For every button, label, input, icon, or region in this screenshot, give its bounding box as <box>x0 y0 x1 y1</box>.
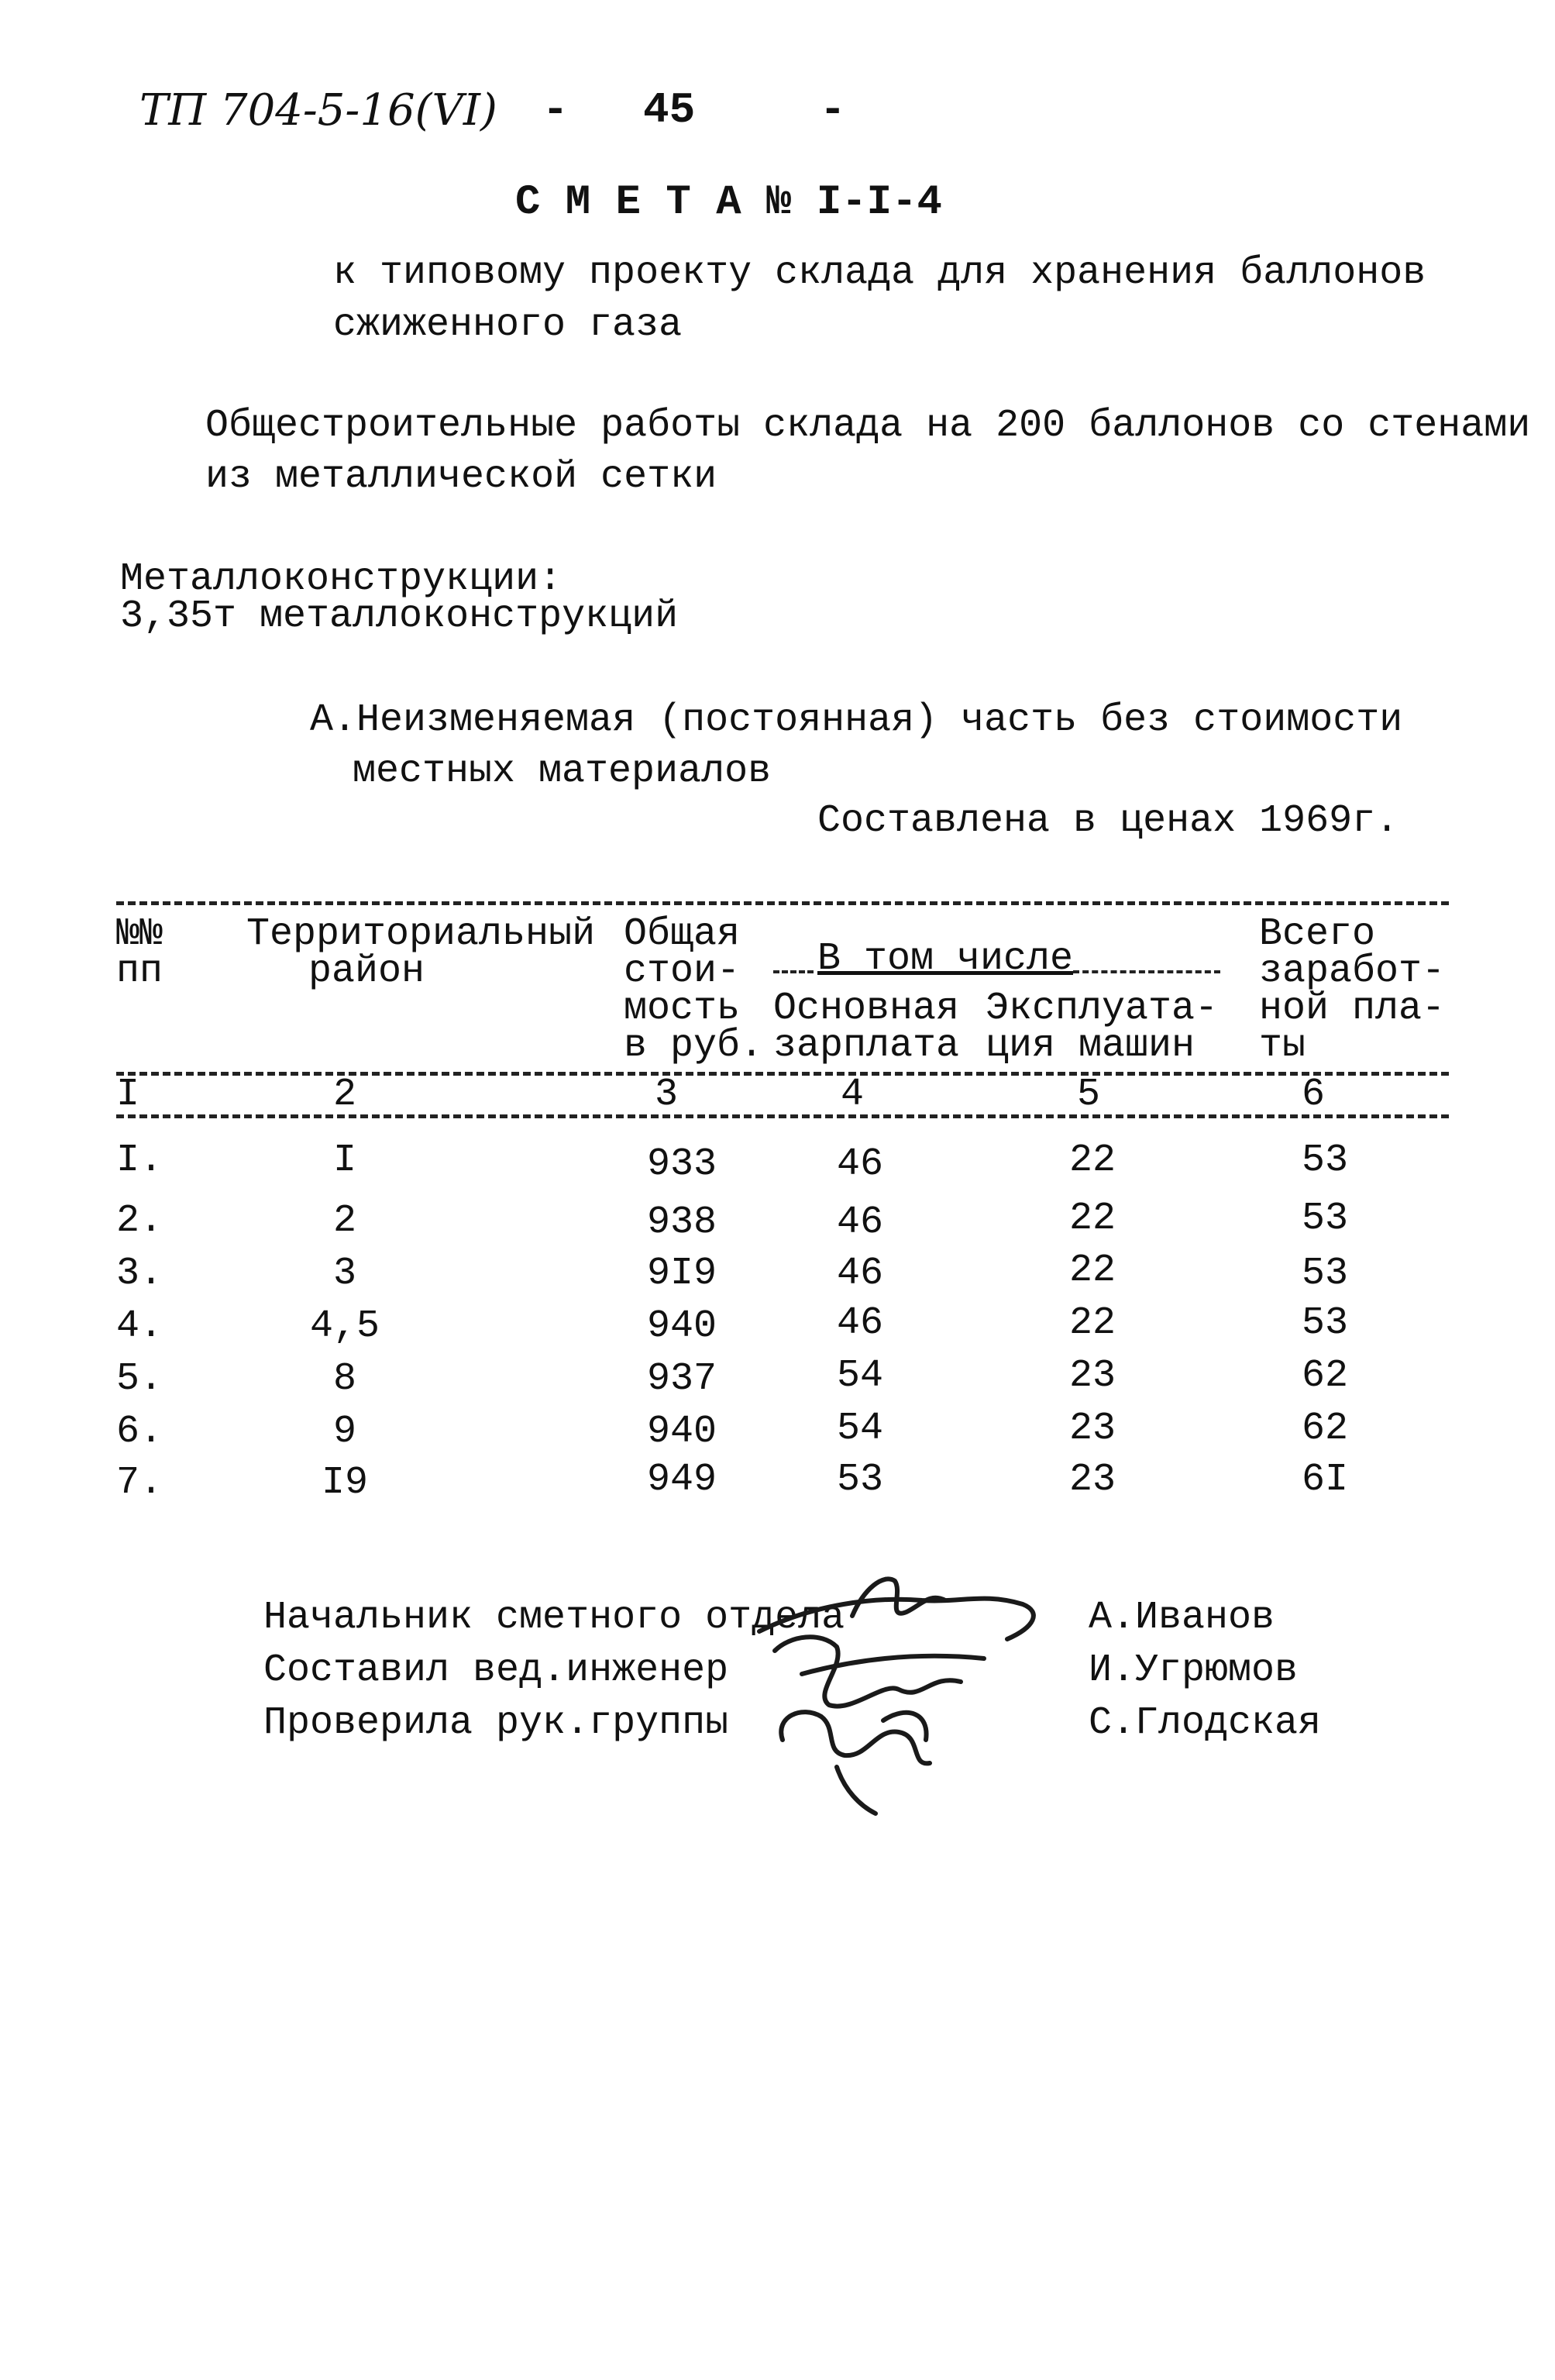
handwritten-signatures-image <box>728 1558 1054 1821</box>
signature-name-1: А.Иванов <box>1089 1596 1275 1640</box>
header-machine <box>986 987 1219 1068</box>
row-district: 8 <box>332 1357 356 1401</box>
dash-right: - <box>820 85 846 135</box>
header-district <box>246 912 596 994</box>
header-including: В том числе <box>817 937 1074 981</box>
subject-line-1: Общестроительные работы склада на 200 баллонов со стенами <box>205 404 1531 448</box>
row-machine: 23 <box>1069 1407 1116 1451</box>
row-salary: 46 <box>837 1200 884 1245</box>
row-total: 938 <box>647 1200 717 1245</box>
header-total <box>624 912 764 1068</box>
row-total: 937 <box>647 1357 717 1401</box>
colnum-3: 3 <box>655 1073 679 1117</box>
dash-left: - <box>542 85 569 135</box>
row-wages: 6I <box>1302 1458 1349 1502</box>
row-machine: 23 <box>1069 1354 1116 1398</box>
header-wages <box>1259 912 1446 1068</box>
title-line-2: сжиженного газа <box>333 303 683 347</box>
signature-role-3: Проверила рук.группы <box>263 1701 729 1745</box>
row-number: 4. <box>116 1304 163 1348</box>
header-salary-line-1: Основная <box>773 987 960 1031</box>
row-district: 2 <box>332 1199 356 1243</box>
doc-code: ТП 704-5-16(VI) <box>139 85 497 136</box>
header-num-line-2: пп <box>116 949 163 994</box>
row-machine: 23 <box>1069 1458 1116 1502</box>
header-total-line-4: в руб. <box>624 1024 764 1068</box>
header-district-line-2: район <box>308 949 425 994</box>
signature-role-1: Начальник сметного отдела <box>263 1596 845 1640</box>
estimate-title: С М Е Т А № I-I-4 <box>515 179 942 226</box>
row-number: 5. <box>116 1357 163 1401</box>
header-wages-line-2: заработ- <box>1259 949 1446 994</box>
header-total-line-3: мость <box>624 987 741 1031</box>
header-machine-line-1: Эксплуата- <box>986 987 1219 1031</box>
row-wages: 62 <box>1302 1354 1349 1398</box>
row-wages: 53 <box>1302 1138 1349 1183</box>
header-wages-line-3: ной пла- <box>1259 987 1446 1031</box>
row-machine: 22 <box>1069 1138 1116 1183</box>
row-salary: 53 <box>837 1458 884 1502</box>
header-wages-line-4: ты <box>1259 1024 1306 1068</box>
colnum-1: I <box>116 1073 140 1117</box>
including-dash-right <box>1073 970 1220 973</box>
row-district: 4,5 <box>309 1304 380 1348</box>
page-number: 45 <box>643 85 696 135</box>
colnum-6: 6 <box>1302 1073 1326 1117</box>
table-top-rule <box>116 901 1449 905</box>
row-district: I <box>332 1138 356 1183</box>
row-salary: 54 <box>837 1354 884 1398</box>
column-numbers-bottom-rule <box>116 1114 1449 1118</box>
row-salary: 46 <box>837 1301 884 1345</box>
header-total-line-1: Общая <box>624 912 741 956</box>
colnum-4: 4 <box>841 1073 865 1117</box>
prices-note: Составлена в ценах 1969г. <box>817 799 1399 843</box>
metal-label: Металлоконструкции: <box>120 557 562 601</box>
section-line-1: А.Неизменяемая (постоянная) часть без стоимости <box>310 698 1403 742</box>
row-total: 940 <box>647 1410 717 1454</box>
metal-value: 3,35т металлоконструкций <box>120 594 679 639</box>
title-line-1: к типовому проекту склада для хранения баллонов <box>333 251 1426 295</box>
header-num-line-1: №№ <box>116 912 163 956</box>
colnum-2: 2 <box>333 1073 357 1117</box>
row-wages: 53 <box>1302 1252 1349 1296</box>
header-district-line-1: Территориальный <box>246 912 596 956</box>
row-number: I. <box>116 1138 163 1183</box>
row-total: 933 <box>647 1142 717 1187</box>
row-machine: 22 <box>1069 1197 1116 1241</box>
signature-name-3: С.Глодская <box>1089 1701 1322 1745</box>
colnum-5: 5 <box>1077 1073 1101 1117</box>
row-wages: 53 <box>1302 1197 1349 1241</box>
header-num <box>116 912 163 994</box>
row-salary: 46 <box>837 1142 884 1187</box>
header-machine-line-2: ция машин <box>986 1024 1195 1068</box>
header-salary <box>773 987 960 1068</box>
row-total: 940 <box>647 1304 717 1348</box>
row-number: 2. <box>116 1199 163 1243</box>
signature-name-2: И.Угрюмов <box>1089 1648 1299 1693</box>
row-number: 7. <box>116 1461 163 1505</box>
section-line-2: местных материалов <box>353 749 772 794</box>
including-dash-left <box>773 970 814 973</box>
row-district: 3 <box>332 1252 356 1296</box>
header-wages-line-1: Всего <box>1259 912 1376 956</box>
subject-line-2: из металлической сетки <box>205 455 717 499</box>
row-number: 3. <box>116 1252 163 1296</box>
header-salary-line-2: зарплата <box>773 1024 960 1068</box>
row-total: 949 <box>647 1458 717 1502</box>
row-number: 6. <box>116 1410 163 1454</box>
column-numbers-top-rule <box>116 1072 1449 1076</box>
row-salary: 54 <box>837 1407 884 1451</box>
row-total: 9I9 <box>647 1252 717 1296</box>
row-machine: 22 <box>1069 1301 1116 1345</box>
row-salary: 46 <box>837 1252 884 1296</box>
row-district: I9 <box>321 1461 368 1505</box>
row-wages: 62 <box>1302 1407 1349 1451</box>
signature-role-2: Составил вед.инженер <box>263 1648 729 1693</box>
row-machine: 22 <box>1069 1249 1116 1293</box>
row-district: 9 <box>332 1410 356 1454</box>
header-total-line-2: стои- <box>624 949 741 994</box>
row-wages: 53 <box>1302 1301 1349 1345</box>
